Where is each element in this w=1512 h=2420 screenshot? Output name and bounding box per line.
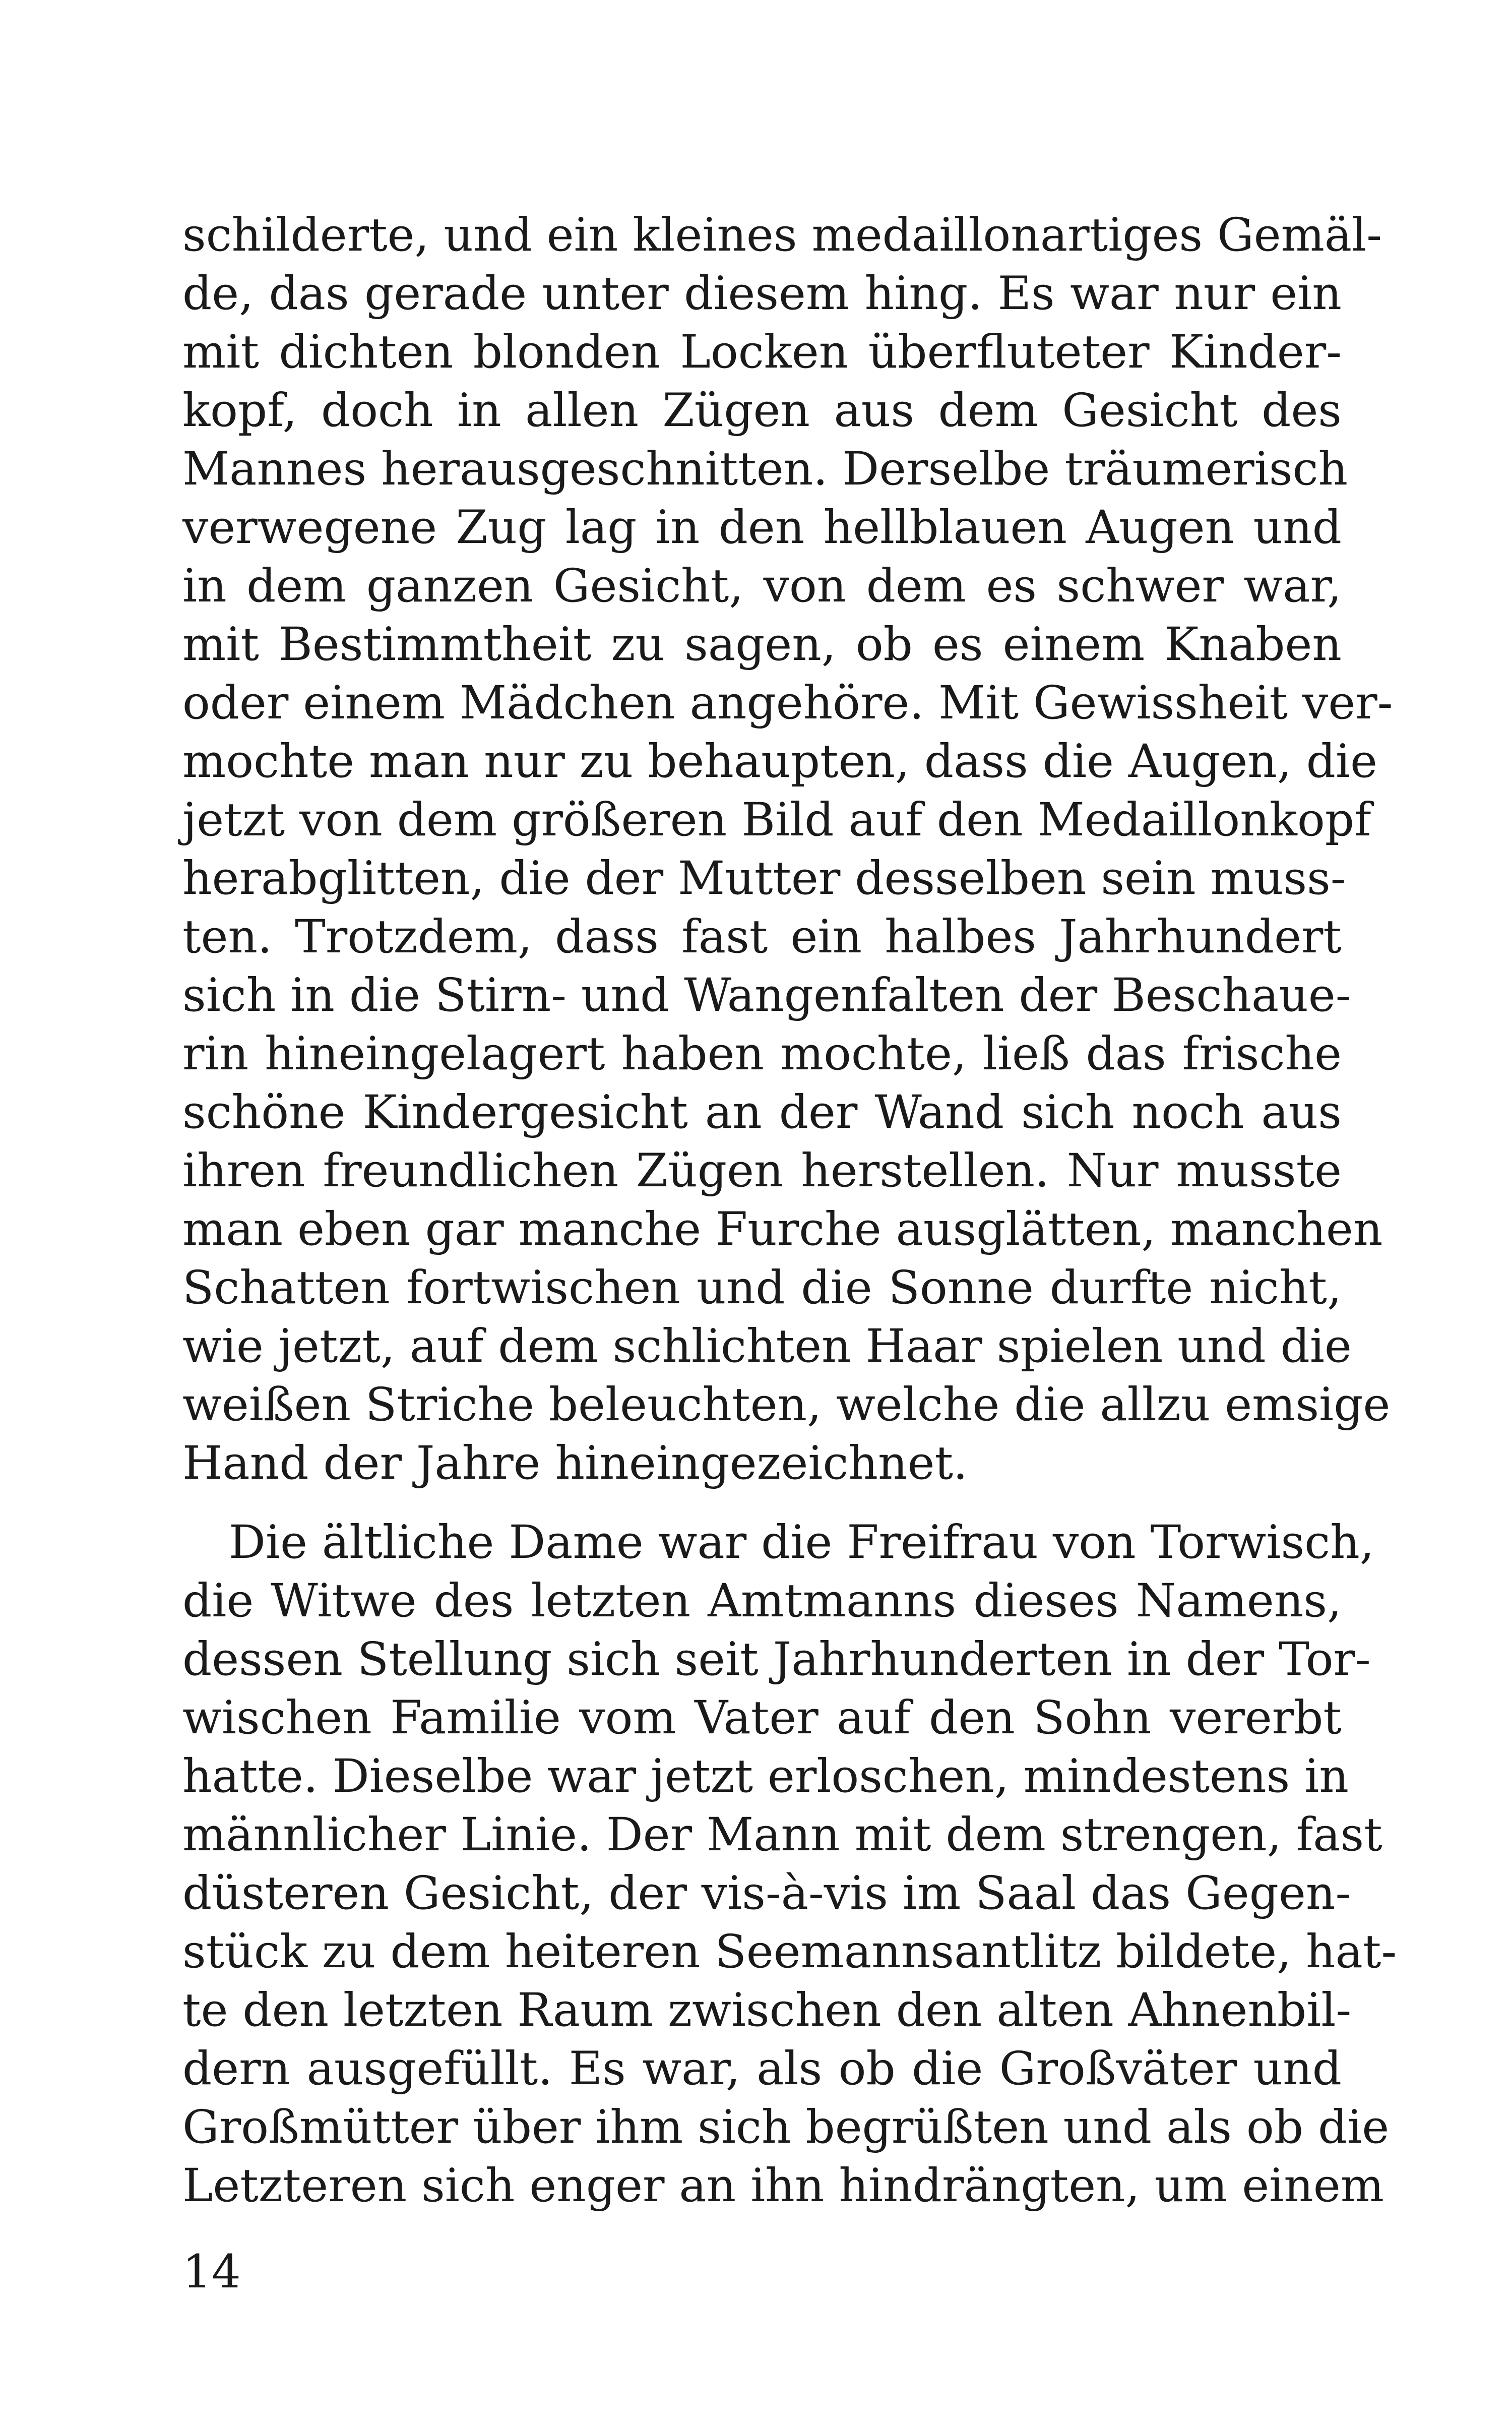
text-line: düsteren Gesicht, der vis-à-vis im Saal das Gegen- [182,1867,1351,1920]
text-line: Schatten fortwischen und die Sonne durfte nicht, [182,1261,1342,1314]
text-line: man eben gar manche Furche ausglätten, manchen [182,1203,1383,1256]
text-line: oder einem Mädchen angehöre. Mit Gewissheit ver- [182,677,1393,730]
text-line: wie jetzt, auf dem schlichten Haar spielen und die [182,1320,1352,1373]
text-line: herabglitten, die der Mutter desselben sein muss- [182,852,1346,905]
text-line: stück zu dem heiteren Seemannsantlitz bildete, hat- [182,1925,1397,1978]
text-line: hatte. Dieselbe war jetzt erloschen, mindestens in [182,1750,1349,1803]
text-line: jetzt von dem größeren Bild auf den Medaillonkopf [182,794,1371,846]
text-line: Großmütter über ihm sich begrüßten und als ob die [182,2101,1390,2154]
page-number: 14 [182,2246,241,2298]
text-line: ihren freundlichen Zügen herstellen. Nur musste [182,1144,1342,1197]
paragraph-1 [182,206,1393,1493]
text-line: mit Bestimmtheit zu sagen, ob es einem Knaben [182,618,1342,671]
paragraph-2 [182,1514,1397,2215]
text-line: die Witwe des letzten Amtmanns dieses Namens, [182,1575,1342,1627]
text-line: ten. Trotzdem, dass fast ein halbes Jahrhundert [182,911,1342,963]
text-line: männlicher Linie. Der Mann mit dem strengen, fast [182,1808,1382,1861]
text-line: Mannes herausgeschnitten. Derselbe träumerisch [182,443,1348,496]
text-line: verwegene Zug lag in den hellblauen Augen und [182,501,1342,554]
text-line: Hand der Jahre hineingezeichnet. [182,1437,968,1490]
text-line: schilderte, und ein kleines medaillonartiges Gemäl- [182,209,1382,262]
text-line: rin hineingelagert haben mochte, ließ das frische [182,1027,1342,1080]
text-line: wischen Familie vom Vater auf den Sohn vererbt [182,1691,1342,1744]
text-line: sich in die Stirn- und Wangenfalten der Beschaue- [182,969,1351,1022]
text-line: kopf, doch in allen Zügen aus dem Gesicht des [182,384,1342,437]
text-line: Die ältliche Dame war die Freifrau von Torwisch, [229,1516,1374,1569]
text-line: mochte man nur zu behaupten, dass die Augen, die [182,735,1377,788]
text-line: te den letzten Raum zwischen den alten Ahnenbil- [182,1984,1352,2037]
text-line: de, das gerade unter diesem hing. Es war nur ein [182,267,1342,320]
text-line: weißen Striche beleuchten, welche die allzu emsige [182,1378,1391,1431]
text-line: mit dichten blonden Locken überfluteter Kinder- [182,326,1342,379]
text-line: dessen Stellung sich seit Jahrhunderten in der Tor- [182,1633,1371,1686]
text-line: schöne Kindergesicht an der Wand sich noch aus [182,1086,1342,1139]
text-line: Letzteren sich enger an ihn hindrängten, um einem [182,2159,1384,2212]
text-line: in dem ganzen Gesicht, von dem es schwer war, [182,560,1342,613]
text-line: dern ausgefüllt. Es war, als ob die Großväter und [182,2042,1342,2095]
